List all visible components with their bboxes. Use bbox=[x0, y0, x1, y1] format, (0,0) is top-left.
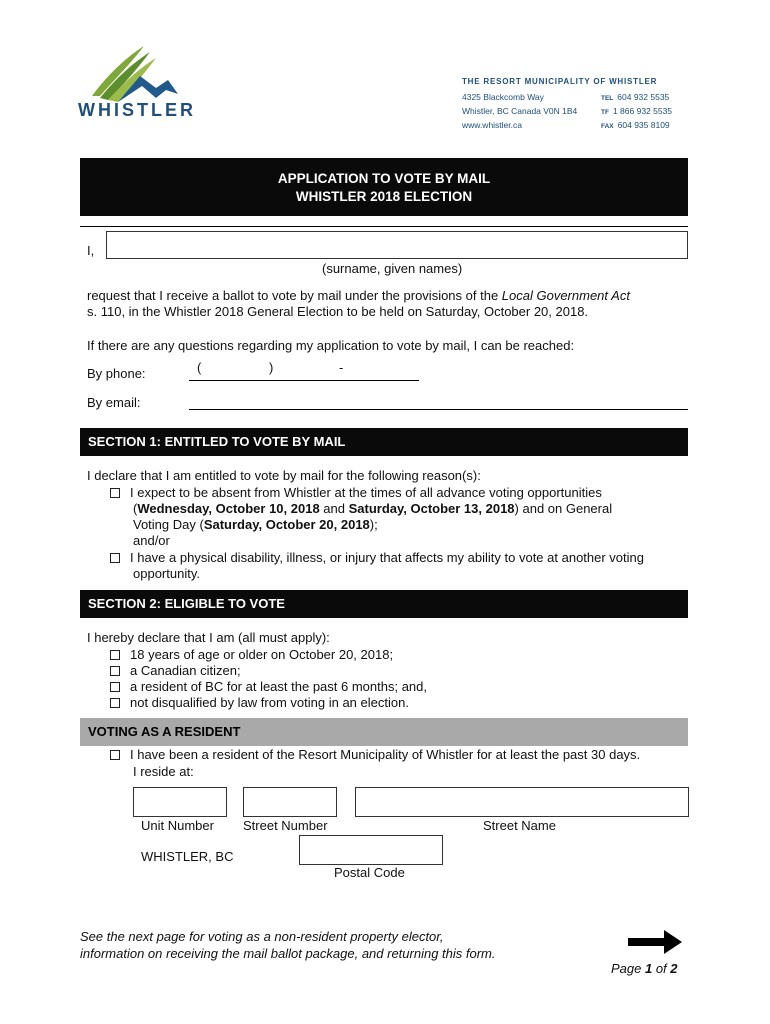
general-day-pre: Voting Day ( bbox=[133, 517, 204, 532]
not-disqualified-checkbox[interactable] bbox=[110, 698, 120, 708]
contact-label: TF bbox=[601, 109, 609, 116]
request-text bbox=[87, 288, 687, 305]
age-checkbox[interactable] bbox=[110, 650, 120, 660]
contact-questions-text: If there are any questions regarding my application to vote by mail, I can be reached: bbox=[87, 338, 575, 353]
resident-statement-text: I have been a resident of the Resort Municipality of Whistler for at least the past 30 days. bbox=[130, 747, 641, 762]
name-caption: (surname, given names) bbox=[322, 261, 463, 276]
request-text-line2: s. 110, in the Whistler 2018 General Election to be held on Saturday, October 20, 2018. bbox=[87, 304, 589, 319]
page-number bbox=[611, 961, 678, 976]
eligibility-text: a Canadian citizen; bbox=[130, 663, 241, 678]
reason-absent-text: I expect to be absent from Whistler at the times of all advance voting opportunities bbox=[130, 485, 602, 500]
address-block bbox=[462, 76, 687, 133]
contact-value: 604 935 8109 bbox=[617, 120, 670, 130]
unit-number-field[interactable] bbox=[133, 787, 227, 817]
street-number-field[interactable] bbox=[243, 787, 337, 817]
eligibility-text: 18 years of age or older on October 20, 2018; bbox=[130, 647, 394, 662]
phone-area-close: ) bbox=[269, 360, 274, 375]
resident-heading: VOTING AS A RESIDENT bbox=[80, 718, 688, 746]
bc-resident-checkbox[interactable] bbox=[110, 682, 120, 692]
paren: ( bbox=[133, 501, 138, 516]
and-text: and bbox=[319, 501, 349, 516]
contact-label: FAX bbox=[601, 123, 614, 130]
section-1-heading: SECTION 1: ENTITLED TO VOTE BY MAIL bbox=[80, 428, 688, 456]
reason-absent-dates bbox=[133, 501, 612, 518]
eligibility-item bbox=[110, 679, 427, 696]
title-line-1: APPLICATION TO VOTE BY MAIL bbox=[277, 171, 491, 186]
form-title bbox=[80, 158, 688, 216]
page-total: 2 bbox=[670, 961, 678, 976]
phone-dash: - bbox=[339, 360, 344, 375]
address-line: Whistler, BC Canada V0N 1B4 bbox=[462, 106, 578, 116]
contact-value: 604 932 5535 bbox=[617, 92, 670, 102]
applicant-prefix: I, bbox=[87, 243, 95, 258]
resident-statement bbox=[110, 747, 640, 764]
contact-label: TEL bbox=[601, 95, 614, 102]
section-2-intro: I hereby declare that I am (all must apply): bbox=[87, 630, 330, 645]
advance-date-1: Wednesday, October 10, 2018 bbox=[137, 501, 320, 516]
phone-field[interactable] bbox=[189, 380, 419, 381]
divider bbox=[80, 226, 688, 227]
unit-number-label: Unit Number bbox=[141, 818, 214, 833]
email-field[interactable] bbox=[189, 409, 688, 410]
eligibility-item bbox=[110, 647, 393, 664]
act-name: Local Government Act bbox=[501, 288, 630, 303]
citizen-checkbox[interactable] bbox=[110, 666, 120, 676]
contact-value: 1 866 932 5535 bbox=[612, 106, 673, 116]
municipality-name: THE RESORT MUNICIPALITY OF WHISTLER bbox=[462, 77, 658, 86]
phone-label: By phone: bbox=[87, 366, 146, 381]
title-line-2: WHISTLER 2018 ELECTION bbox=[295, 189, 473, 204]
arrow-right-icon bbox=[628, 930, 682, 954]
next-page-note-line2: information on receiving the mail ballot package, and returning this form. bbox=[80, 946, 496, 961]
page-word: Page bbox=[611, 961, 645, 976]
postal-code-field[interactable] bbox=[299, 835, 443, 865]
next-page-note bbox=[80, 928, 496, 962]
request-text-pre: request that I receive a ballot to vote by mail under the provisions of the bbox=[87, 288, 502, 303]
address-line: 4325 Blackcomb Way bbox=[462, 92, 544, 102]
section-1-intro: I declare that I am entitled to vote by mail for the following reason(s): bbox=[87, 468, 481, 483]
section-2-heading: SECTION 2: ELIGIBLE TO VOTE bbox=[80, 590, 688, 618]
city-text: WHISTLER, BC bbox=[141, 849, 234, 864]
logo-wordmark: WHISTLER bbox=[78, 100, 196, 120]
reason-general-day bbox=[133, 517, 378, 534]
advance-date-2: Saturday, October 13, 2018 bbox=[348, 501, 515, 516]
reason-disability-text: I have a physical disability, illness, or injury that affects my ability to vote at another voting bbox=[130, 550, 644, 565]
eligibility-item bbox=[110, 695, 409, 712]
reason-absent bbox=[110, 485, 602, 502]
general-voting-date: Saturday, October 20, 2018 bbox=[203, 517, 370, 532]
eligibility-text: not disqualified by law from voting in an election. bbox=[130, 695, 409, 710]
resident-checkbox[interactable] bbox=[110, 750, 120, 760]
eligibility-text: a resident of BC for at least the past 6 months; and, bbox=[130, 679, 428, 694]
and-or-text: and/or bbox=[133, 533, 170, 548]
general-day-post: ); bbox=[369, 517, 378, 532]
page-of: of bbox=[652, 961, 671, 976]
eligibility-item bbox=[110, 663, 241, 680]
disability-checkbox[interactable] bbox=[110, 553, 120, 563]
name-field[interactable] bbox=[106, 231, 688, 259]
street-name-field[interactable] bbox=[355, 787, 689, 817]
website-link[interactable]: www.whistler.ca bbox=[462, 120, 522, 130]
absent-checkbox[interactable] bbox=[110, 488, 120, 498]
reside-at-text: I reside at: bbox=[133, 764, 194, 779]
reason-tail: ) and on General bbox=[514, 501, 613, 516]
reason-disability bbox=[110, 550, 644, 567]
postal-code-label: Postal Code bbox=[334, 865, 405, 880]
page-current: 1 bbox=[644, 961, 653, 976]
phone-area-open: ( bbox=[197, 360, 202, 375]
email-label: By email: bbox=[87, 395, 141, 410]
street-number-label: Street Number bbox=[243, 818, 328, 833]
street-name-label: Street Name bbox=[483, 818, 556, 833]
reason-disability-line2: opportunity. bbox=[133, 566, 200, 581]
next-page-note-line1: See the next page for voting as a non-resident property elector, bbox=[80, 929, 444, 944]
